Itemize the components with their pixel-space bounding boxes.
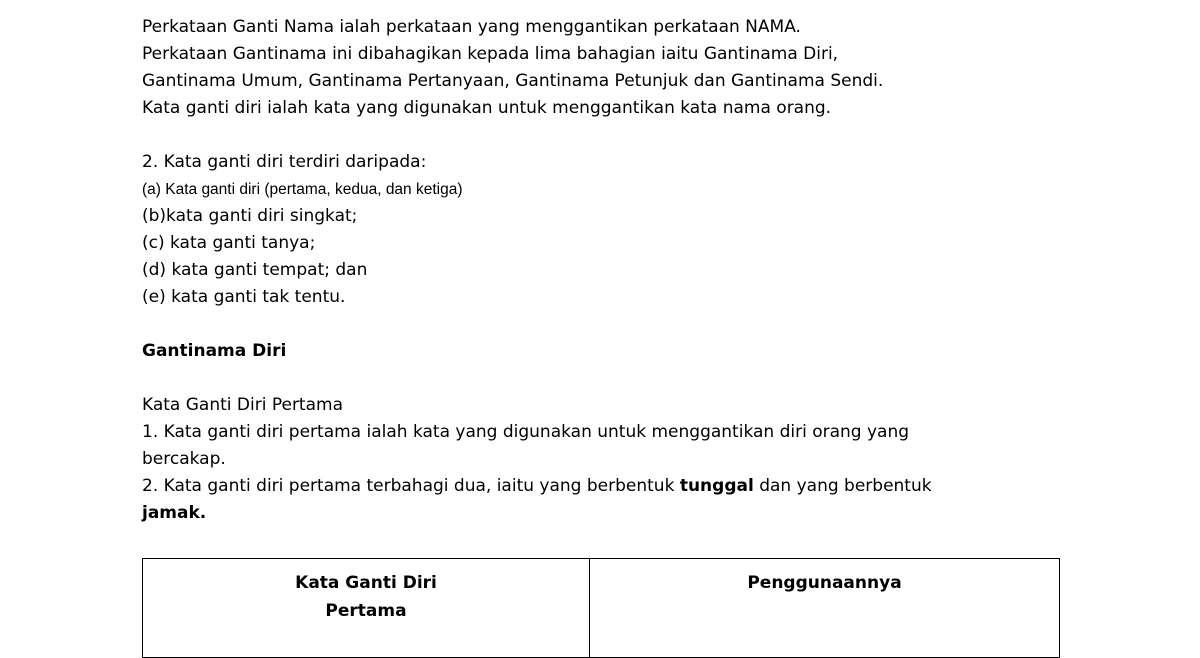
list-item: (c) kata ganti tanya;	[142, 233, 316, 253]
point-2-bold-tunggal: tunggal	[679, 476, 754, 496]
spacer	[142, 122, 1072, 149]
intro-line-4: Kata ganti diri ialah kata yang digunakan untuk menggantikan kata nama orang.	[142, 98, 832, 118]
list-item: (d) kata ganti tempat; dan	[142, 260, 368, 280]
list-item: (e) kata ganti tak tentu.	[142, 287, 346, 307]
point-1-line-2: bercakap.	[142, 449, 226, 469]
point-2-text-mid: dan yang berbentuk	[753, 476, 932, 496]
pronoun-table	[142, 558, 1060, 658]
table-header-penggunaan	[590, 569, 1059, 597]
document-body	[142, 14, 1072, 527]
point-2-bold-jamak: jamak.	[142, 503, 207, 523]
table-header-kata-ganti	[143, 569, 589, 625]
section-subtitle: Kata Ganti Diri Pertama	[142, 395, 343, 415]
list-heading: 2. Kata ganti diri terdiri daripada:	[142, 152, 427, 172]
table-header-line-1: Kata Ganti Diri	[295, 573, 437, 593]
section-title: Gantinama Diri	[142, 341, 287, 361]
point-2-text: 2. Kata ganti diri pertama terbahagi dua, iaitu yang berbentuk	[142, 476, 680, 496]
intro-line-1: Perkataan Ganti Nama ialah perkataan yang menggantikan perkataan NAMA.	[142, 17, 801, 37]
point-2-line-1	[142, 473, 1072, 500]
spacer	[142, 365, 1072, 392]
spacer	[142, 311, 1072, 338]
point-1-line-1: 1. Kata ganti diri pertama ialah kata yang digunakan untuk menggantikan diri orang yang	[142, 422, 910, 442]
list-item: (a) Kata ganti diri (pertama, kedua, dan ketiga)	[142, 181, 463, 198]
table-header-line-2: Pertama	[325, 601, 407, 621]
intro-line-2: Perkataan Gantinama ini dibahagikan kepada lima bahagian iaitu Gantinama Diri,	[142, 44, 839, 64]
intro-line-3: Gantinama Umum, Gantinama Pertanyaan, Gantinama Petunjuk dan Gantinama Sendi.	[142, 71, 884, 91]
list-item: (b)kata ganti diri singkat;	[142, 206, 358, 226]
table-header-line-1: Penggunaannya	[747, 573, 902, 593]
